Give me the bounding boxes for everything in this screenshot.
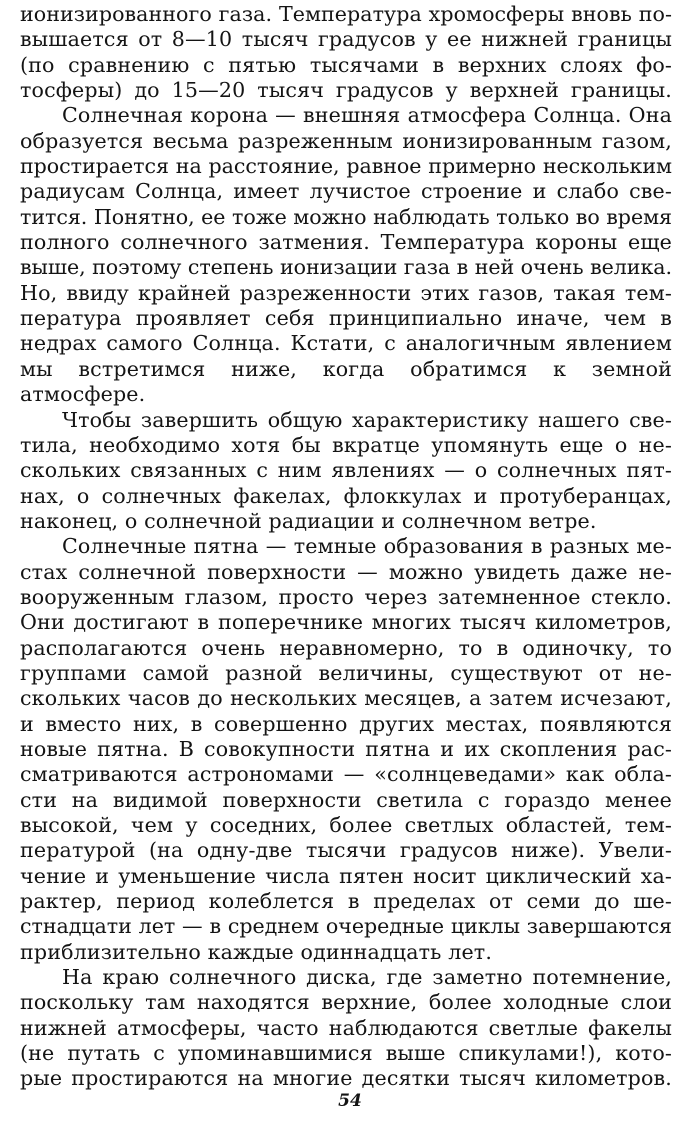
text-line: простирается на расстояние, равное примерно нескольким <box>20 154 672 179</box>
text-line: и вместо них, в совершенно других местах, появляются <box>20 711 672 736</box>
text-line: пературой (на одну-две тысячи градусов ниже). Увели- <box>20 838 672 863</box>
text-line: располагаются очень неравномерно, то в одиночку, то <box>20 635 672 660</box>
text-line: На краю солнечного диска, где заметно потемнение, <box>62 965 672 990</box>
text-line: рактер, период колеблется в пределах от семи до ше- <box>20 889 672 914</box>
text-line: мы встретимся ниже, когда обратимся к земной <box>20 356 672 381</box>
text-line: (по сравнению с пятью тысячами в верхних слоях фо- <box>20 52 672 77</box>
paragraph <box>20 965 672 1092</box>
text-line: Но, ввиду крайней разреженности этих газов, такая тем- <box>20 280 672 305</box>
paragraph <box>20 103 672 407</box>
text-line: Они достигают в поперечнике многих тысяч километров, <box>20 610 672 635</box>
paragraph <box>20 408 672 535</box>
text-line: скольких часов до нескольких месяцев, а затем исчезают, <box>20 686 672 711</box>
text-line: радиусам Солнца, имеет лучистое строение и слабо све- <box>20 179 672 204</box>
text-line: рые простираются на многие десятки тысяч километров. <box>20 1066 672 1091</box>
text-line: сматриваются астрономами — «солнцеведами» как обла- <box>20 762 672 787</box>
text-line: скольких связанных с ним явлениях — о солнечных пят- <box>20 458 672 483</box>
text-line: нах, о солнечных факелах, флоккулах и протуберанцах, <box>20 483 672 508</box>
text-line: стнадцати лет — в среднем очередные циклы завершаются <box>20 914 672 939</box>
text-line: группами самой разной величины, существуют от не- <box>20 660 672 685</box>
text-line: пература проявляет себя принципиально иначе, чем в <box>20 306 672 331</box>
text-line: сти на видимой поверхности светила с гораздо менее <box>20 787 672 812</box>
text-line: Чтобы завершить общую характеристику нашего све- <box>62 407 672 432</box>
text-line: тится. Понятно, ее тоже можно наблюдать только во время <box>20 204 672 229</box>
text-line: нижней атмосферы, часто наблюдаются светлые факелы <box>20 1015 672 1040</box>
text-line: выше, поэтому степень ионизации газа в ней очень велика. <box>20 255 672 280</box>
text-line: вышается от 8—10 тысяч градусов у ее нижней границы <box>20 27 672 52</box>
text-line: высокой, чем у соседних, более светлых областей, тем- <box>20 813 672 837</box>
text-line: чение и уменьшение числа пятен носит циклический ха- <box>20 863 672 888</box>
text-line: тила, необходимо хотя бы вкратце упомянуть еще о не- <box>20 432 672 457</box>
page-body <box>20 2 672 1092</box>
text-line: приблизительно каждые одиннадцать лет. <box>20 939 493 964</box>
text-line: полного солнечного затмения. Температура короны еще <box>20 230 672 255</box>
text-line: Солнечные пятна — темные образования в разных ме- <box>62 534 672 559</box>
paragraph <box>20 534 672 965</box>
text-line: атмосфере. <box>20 382 146 407</box>
text-line: наконец, о солнечной радиации и солнечном ветре. <box>20 508 597 533</box>
text-line: поскольку там находятся верхние, более холодные слои <box>20 990 672 1015</box>
text-line: недрах самого Солнца. Кстати, с аналогичным явлением <box>20 331 672 356</box>
page-number: 54 <box>338 1091 362 1111</box>
text-line: Солнечная корона — внешняя атмосфера Солнца. Она <box>62 103 672 128</box>
text-line: ионизированного газа. Температура хромосферы вновь по- <box>20 2 672 26</box>
text-line: стах солнечной поверхности — можно увидеть даже не- <box>20 559 672 584</box>
text-line: (не путать с упоминавшимися выше спикулами!), кото- <box>20 1041 672 1066</box>
text-line: образуется весьма разреженным ионизированным газом, <box>20 128 672 153</box>
text-line: тосферы) до 15—20 тысяч градусов у верхней границы. <box>20 78 672 103</box>
paragraph <box>20 2 672 103</box>
text-line: новые пятна. В совокупности пятна и их скопления рас- <box>20 736 672 761</box>
text-line: вооруженным глазом, просто через затемненное стекло. <box>20 584 672 609</box>
